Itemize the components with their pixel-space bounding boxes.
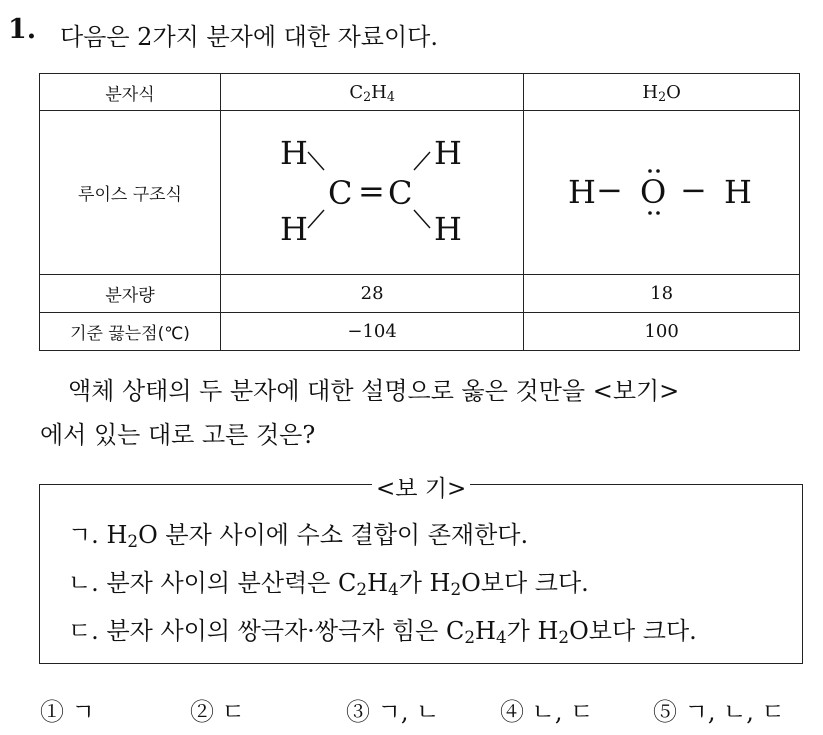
c2h4-carbon-left: C — [328, 173, 353, 212]
h2o-formula: $H_2O$ — [524, 74, 800, 111]
table-row — [40, 74, 800, 111]
choice-5[interactable]: ⑤ ㄱ, ㄴ, ㄷ — [653, 698, 785, 726]
table-row — [40, 111, 800, 275]
row-label-formula: 분자식 — [40, 74, 221, 111]
choice-4[interactable]: ④ ㄴ, ㄷ — [500, 698, 594, 726]
lone-pair-dot — [648, 211, 652, 215]
question-title: 다음은 2가지 분자에 대한 자료이다. — [60, 23, 438, 51]
c2h4-boiling: −104 — [221, 313, 524, 351]
bond-line — [414, 152, 430, 170]
h2o-h-right: H — [723, 172, 752, 211]
bogi-item-3: ㄷ. 분자 사이의 쌍극자·쌍극자 힘은 $C_2H_4$가 $H_2O$보다 크다. — [68, 617, 697, 648]
bond-line — [308, 210, 324, 228]
bogi-item-1: ㄱ. $H_2O$ 분자 사이에 수소 결합이 존재한다. — [68, 521, 529, 552]
bogi-box — [39, 484, 803, 664]
bogi-item-2: ㄴ. 분자 사이의 분산력은 $C_2H_4$가 $H_2O$보다 크다. — [68, 569, 589, 600]
h2o-mass: 18 — [524, 275, 800, 313]
h2o-oxygen: O — [639, 172, 666, 211]
choice-2[interactable]: ② ㄷ — [190, 698, 245, 726]
c2h4-lewis-svg — [262, 118, 482, 268]
h2o-lewis-structure — [524, 111, 800, 275]
row-label-mass: 분자량 — [40, 275, 221, 313]
c2h4-h-top-right: H — [434, 133, 463, 172]
question-number: 1. — [8, 14, 37, 45]
h2o-h-left: H — [567, 172, 596, 211]
c2h4-h-bottom-right: H — [434, 209, 463, 248]
lone-pair-dot — [656, 169, 660, 173]
lone-pair-dot — [656, 211, 660, 215]
c2h4-carbon-right: C — [388, 173, 413, 212]
bond-line — [308, 152, 324, 170]
row-label-boiling: 기준 끓는점(℃) — [40, 313, 221, 351]
c2h4-formula: $C_2H_4$ — [221, 74, 524, 111]
h2o-bond-right: − — [679, 170, 707, 209]
row-label-lewis: 루이스 구조식 — [40, 111, 221, 275]
bond-line — [414, 210, 430, 228]
molecule-data-table — [39, 73, 800, 351]
bogi-title: <보 기> — [372, 470, 470, 503]
prompt-line-2: 에서 있는 대로 고른 것은? — [40, 421, 316, 449]
h2o-bond-left: − — [595, 170, 623, 209]
question-prompt — [40, 369, 810, 457]
table-row — [40, 313, 800, 351]
c2h4-double-bond: = — [358, 171, 385, 210]
c2h4-lewis-structure — [221, 111, 524, 275]
table-row — [40, 275, 800, 313]
c2h4-h-bottom-left: H — [280, 209, 309, 248]
c2h4-mass: 28 — [221, 275, 524, 313]
prompt-line-1: 액체 상태의 두 분자에 대한 설명으로 옳은 것만을 <보기> — [68, 377, 680, 405]
c2h4-h-top-left: H — [280, 133, 309, 172]
h2o-lewis-svg — [562, 153, 762, 233]
lone-pair-dot — [648, 169, 652, 173]
h2o-boiling: 100 — [524, 313, 800, 351]
choice-1[interactable]: ① ㄱ — [40, 698, 95, 726]
choice-3[interactable]: ③ ㄱ, ㄴ — [346, 698, 440, 726]
